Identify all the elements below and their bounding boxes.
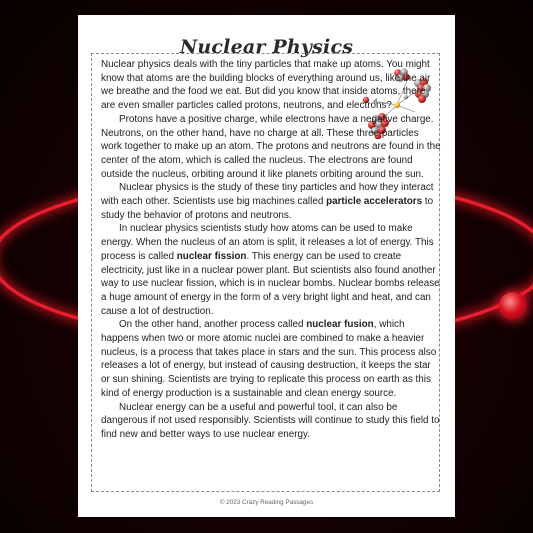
red-glow-orb (499, 292, 527, 320)
copyright-footer: © 2023 Crazy Reading Passages (219, 499, 314, 506)
key-term: nuclear fusion (306, 319, 374, 331)
passage-paragraph (101, 113, 441, 182)
passage-paragraph (101, 222, 441, 318)
paragraph-text: to study the behavior of protons and neutrons. (101, 196, 434, 221)
passage-paragraph (101, 318, 441, 400)
passage-paragraph (101, 58, 441, 113)
paragraph-text: Protons have a positive charge, while electrons have a negative charge. Neutrons, on the other hand, have no charge at all. These three particles work together to make up an atom. The protons and neutrons are found in the center of the atom, which is called the nucleus. The electrons are found outside the nucleus, orbiting around it like planets orbiting around the sun. (101, 113, 441, 180)
passage-frame (91, 53, 440, 492)
worksheet-page (78, 15, 455, 517)
paragraph-text: , which happens when two or more atomic nuclei are combined to make a heavier nucleus, is a process that takes place in stars and the sun. This process also releases a lot of energy, but instead of causing destruction, it keeps the star or sun shining. Scientists are trying to replicate this process on earth as this kind of energy production is a sustainable and clean energy source. (101, 319, 437, 399)
paragraph-text: Nuclear energy can be a useful and powerful tool, it can also be dangerous if not used responsibly. Scientists will continue to study this field to find new and better ways to use nuclear energy. (101, 401, 440, 440)
page-title: Nuclear Physics (179, 36, 354, 58)
paragraph-text: Nuclear physics deals with the tiny particles that make up atoms. You might know that atoms are the building blocks of everything around us, like the air we breathe and the food we eat. But did you know that inside atoms, there are even smaller particles called protons, neutrons, and electrons? (101, 59, 431, 112)
paragraph-text: Nuclear physics is the study of these tiny particles and how they interact with each other. Scientists use big machines called (101, 182, 434, 208)
key-term: nuclear fission (176, 250, 247, 262)
paragraph-text: . This energy can be used to create electricity, just like in a nuclear power plant. But scientists also found another way to use nuclear fission, which is in nuclear bombs. Nuclear bombs release a huge amount of energy in the form of a very bright light and heat, and can cause a lot of destruction. (101, 250, 440, 317)
passage-paragraph (101, 401, 441, 442)
paragraph-text: In nuclear physics scientists study how atoms can be used to make energy. When the nucleus of an atom is split, it releases a lot of energy. This process is called (101, 223, 434, 262)
paragraph-text: On the other hand, another process called (119, 319, 307, 331)
passage-paragraph (101, 181, 441, 222)
passage-text (101, 58, 441, 442)
key-term: particle accelerators (326, 196, 423, 208)
